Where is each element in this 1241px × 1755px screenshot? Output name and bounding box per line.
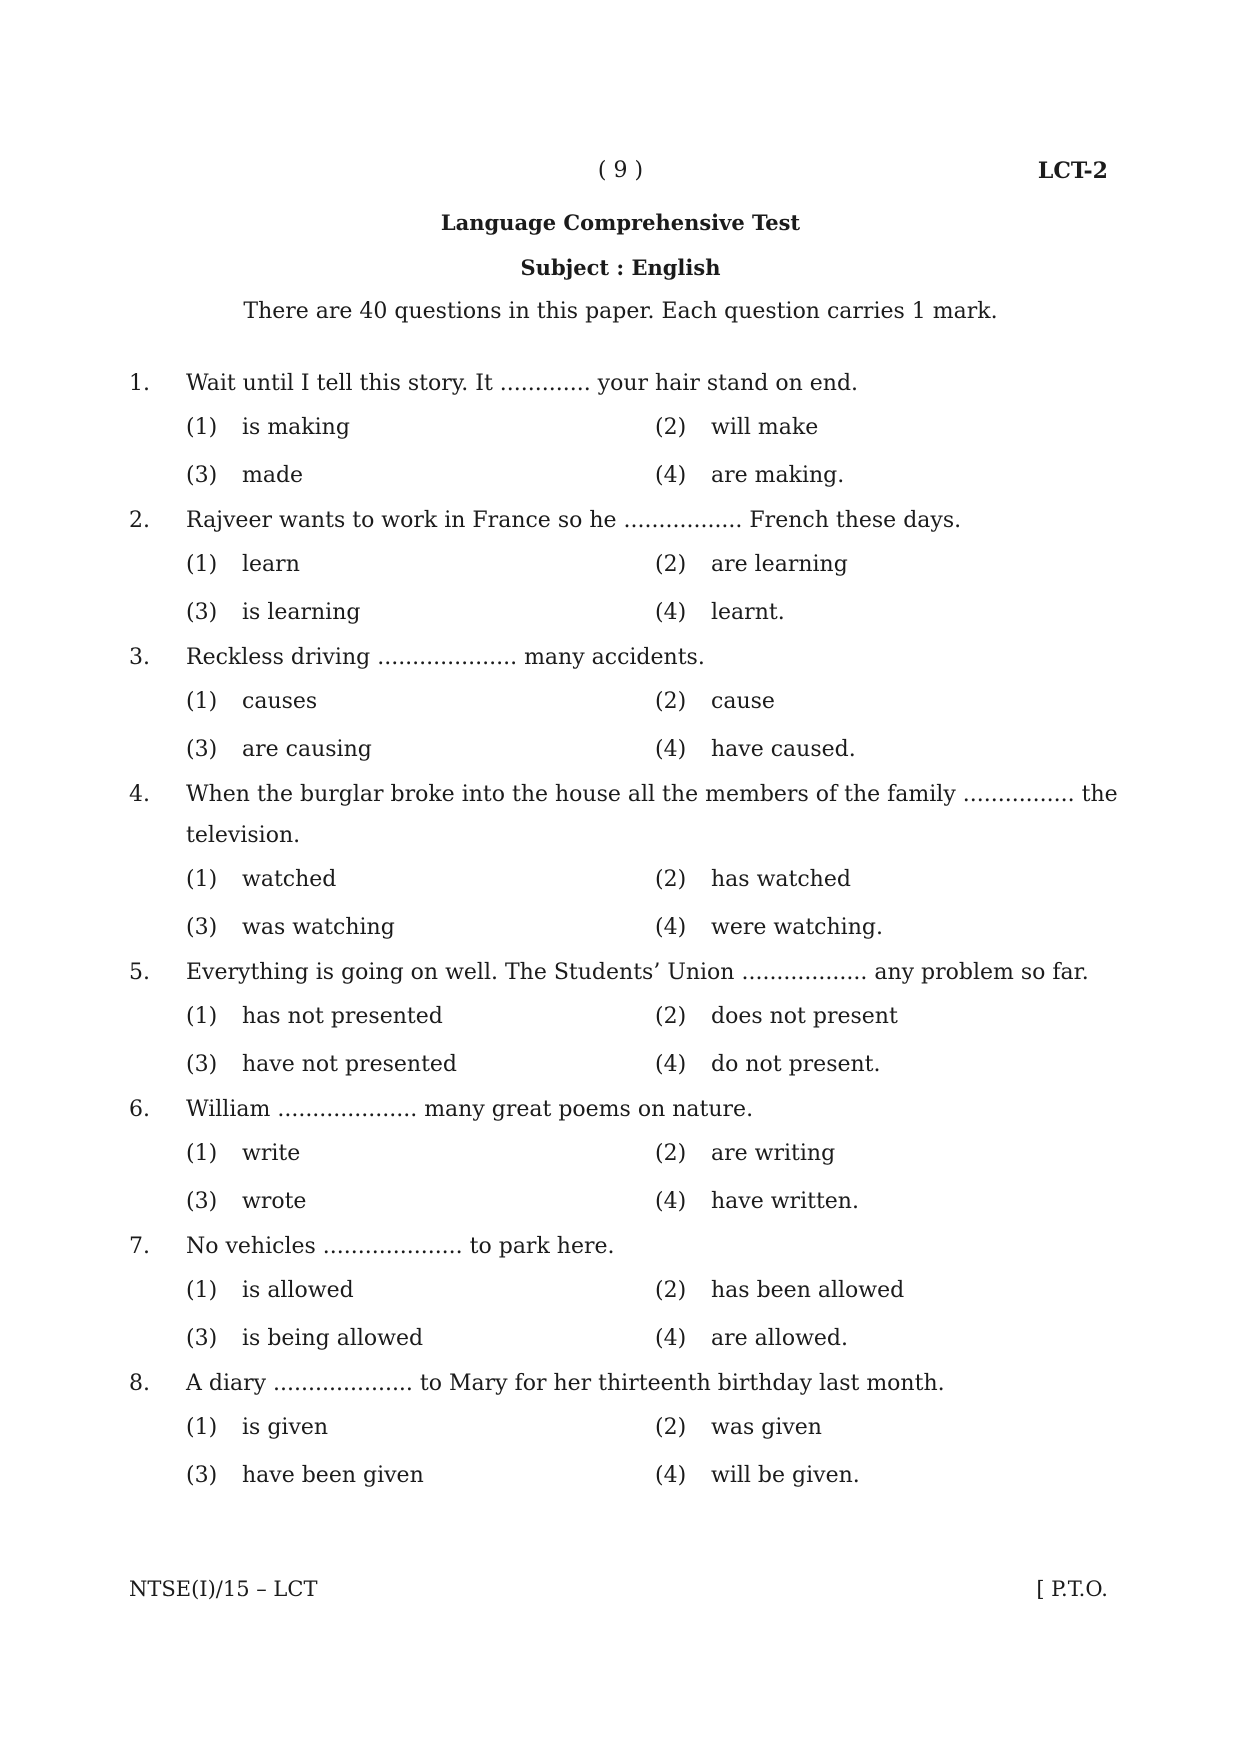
paper-code: LCT-2	[1037, 158, 1108, 184]
option-4	[655, 1452, 1005, 1500]
option-1	[186, 541, 655, 589]
option-number: (1)	[186, 415, 218, 440]
question-number: 6.	[129, 1097, 150, 1122]
question-number: 5.	[129, 960, 150, 985]
option-3	[186, 1452, 655, 1500]
option-number: (4)	[655, 1189, 687, 1214]
question-stem	[129, 774, 1119, 856]
option-grid	[129, 856, 1119, 952]
question-number: 3.	[129, 645, 150, 670]
option-text: write	[242, 1141, 301, 1166]
option-number: (1)	[186, 1004, 218, 1029]
option-grid	[129, 1404, 1119, 1500]
question-number: 1.	[129, 371, 150, 396]
footer-pto: [ P.T.O.	[1036, 1577, 1108, 1601]
option-3	[186, 1315, 655, 1363]
option-number: (2)	[655, 1278, 687, 1303]
option-1	[186, 678, 655, 726]
option-1	[186, 1130, 655, 1178]
option-text: has not presented	[242, 1004, 443, 1029]
option-number: (1)	[186, 1415, 218, 1440]
option-4	[655, 1315, 1005, 1363]
question-3	[129, 637, 1119, 774]
option-number: (2)	[655, 689, 687, 714]
option-text: made	[242, 463, 304, 488]
option-text: cause	[711, 689, 775, 714]
option-text: learn	[242, 552, 300, 577]
option-4	[655, 904, 1005, 952]
option-3	[186, 904, 655, 952]
option-text: learnt.	[711, 600, 785, 625]
option-number: (4)	[655, 737, 687, 762]
question-stem	[129, 637, 1119, 678]
option-4	[655, 589, 1005, 637]
option-text: will be given.	[711, 1463, 860, 1488]
option-number: (1)	[186, 1141, 218, 1166]
question-text: Everything is going on well. The Students’ Union .................. any problem so far.	[186, 960, 1089, 985]
option-number: (3)	[186, 1463, 218, 1488]
page-title: Language Comprehensive Test	[440, 210, 801, 235]
question-8	[129, 1363, 1119, 1500]
option-number: (1)	[186, 867, 218, 892]
option-text: have caused.	[711, 737, 856, 762]
question-stem	[129, 1363, 1119, 1404]
option-text: was watching	[242, 915, 395, 940]
option-number: (1)	[186, 689, 218, 714]
option-number: (3)	[186, 1189, 218, 1214]
option-text: do not present.	[711, 1052, 881, 1077]
option-text: will make	[711, 415, 819, 440]
question-5	[129, 952, 1119, 1089]
option-2	[655, 856, 1005, 904]
question-stem	[129, 1226, 1119, 1267]
question-text: When the burglar broke into the house all the members of the family ................ the television.	[186, 782, 1118, 848]
option-text: wrote	[242, 1189, 307, 1214]
option-4	[655, 452, 1005, 500]
question-stem	[129, 500, 1119, 541]
option-text: was given	[711, 1415, 822, 1440]
option-number: (4)	[655, 463, 687, 488]
question-number: 8.	[129, 1371, 150, 1396]
option-text: has watched	[711, 867, 851, 892]
question-text: Wait until I tell this story. It ............. your hair stand on end.	[186, 371, 859, 396]
option-number: (2)	[655, 1415, 687, 1440]
option-grid	[129, 404, 1119, 500]
option-2	[655, 1267, 1005, 1315]
option-text: are causing	[242, 737, 372, 762]
option-text: is allowed	[242, 1278, 354, 1303]
option-4	[655, 1041, 1005, 1089]
option-2	[655, 404, 1005, 452]
option-1	[186, 1404, 655, 1452]
page-number: ( 9 )	[597, 158, 644, 183]
question-6	[129, 1089, 1119, 1226]
option-3	[186, 452, 655, 500]
option-number: (2)	[655, 415, 687, 440]
option-text: has been allowed	[711, 1278, 905, 1303]
option-number: (2)	[655, 867, 687, 892]
option-number: (3)	[186, 463, 218, 488]
option-text: are learning	[711, 552, 848, 577]
option-text: have not presented	[242, 1052, 458, 1077]
question-text: William .................... many great poems on nature.	[186, 1097, 754, 1122]
option-3	[186, 589, 655, 637]
option-number: (2)	[655, 552, 687, 577]
option-1	[186, 856, 655, 904]
option-number: (4)	[655, 1326, 687, 1351]
option-number: (2)	[655, 1004, 687, 1029]
question-text: A diary .................... to Mary for her thirteenth birthday last month.	[186, 1371, 945, 1396]
option-grid	[129, 1130, 1119, 1226]
option-3	[186, 1041, 655, 1089]
option-number: (4)	[655, 1052, 687, 1077]
option-text: are allowed.	[711, 1326, 849, 1351]
option-text: have written.	[711, 1189, 859, 1214]
option-text: is given	[242, 1415, 329, 1440]
option-number: (1)	[186, 1278, 218, 1303]
footer-paper-code: NTSE(I)/15 – LCT	[129, 1577, 318, 1601]
question-number: 7.	[129, 1234, 150, 1259]
option-number: (4)	[655, 600, 687, 625]
option-number: (2)	[655, 1141, 687, 1166]
instructions-text: There are 40 questions in this paper. Each question carries 1 mark.	[243, 299, 998, 324]
option-grid	[129, 1267, 1119, 1363]
option-number: (4)	[655, 915, 687, 940]
option-number: (3)	[186, 737, 218, 762]
option-2	[655, 993, 1005, 1041]
question-2	[129, 500, 1119, 637]
option-1	[186, 404, 655, 452]
option-text: are making.	[711, 463, 845, 488]
option-number: (4)	[655, 1463, 687, 1488]
question-7	[129, 1226, 1119, 1363]
option-text: have been given	[242, 1463, 424, 1488]
option-grid	[129, 541, 1119, 637]
option-text: are writing	[711, 1141, 836, 1166]
option-1	[186, 1267, 655, 1315]
option-3	[186, 726, 655, 774]
option-2	[655, 1130, 1005, 1178]
option-number: (3)	[186, 915, 218, 940]
option-text: were watching.	[711, 915, 883, 940]
question-stem	[129, 952, 1119, 993]
option-4	[655, 726, 1005, 774]
option-number: (1)	[186, 552, 218, 577]
subject-heading: Subject : English	[520, 255, 721, 280]
option-text: causes	[242, 689, 318, 714]
question-stem	[129, 363, 1119, 404]
question-stem	[129, 1089, 1119, 1130]
question-number: 2.	[129, 508, 150, 533]
option-3	[186, 1178, 655, 1226]
option-text: watched	[242, 867, 337, 892]
option-1	[186, 993, 655, 1041]
option-4	[655, 1178, 1005, 1226]
option-grid	[129, 678, 1119, 774]
option-text: does not present	[711, 1004, 898, 1029]
option-2	[655, 541, 1005, 589]
option-number: (3)	[186, 600, 218, 625]
option-number: (3)	[186, 1326, 218, 1351]
question-text: No vehicles .................... to park here.	[186, 1234, 615, 1259]
option-2	[655, 1404, 1005, 1452]
option-text: is being allowed	[242, 1326, 424, 1351]
option-2	[655, 678, 1005, 726]
option-text: is learning	[242, 600, 361, 625]
question-1	[129, 363, 1119, 500]
option-grid	[129, 993, 1119, 1089]
question-4	[129, 774, 1119, 952]
question-number: 4.	[129, 782, 150, 807]
question-text: Rajveer wants to work in France so he ................. French these days.	[186, 508, 962, 533]
question-list	[129, 363, 1119, 1500]
option-number: (3)	[186, 1052, 218, 1077]
question-text: Reckless driving .................... many accidents.	[186, 645, 705, 670]
option-text: is making	[242, 415, 350, 440]
